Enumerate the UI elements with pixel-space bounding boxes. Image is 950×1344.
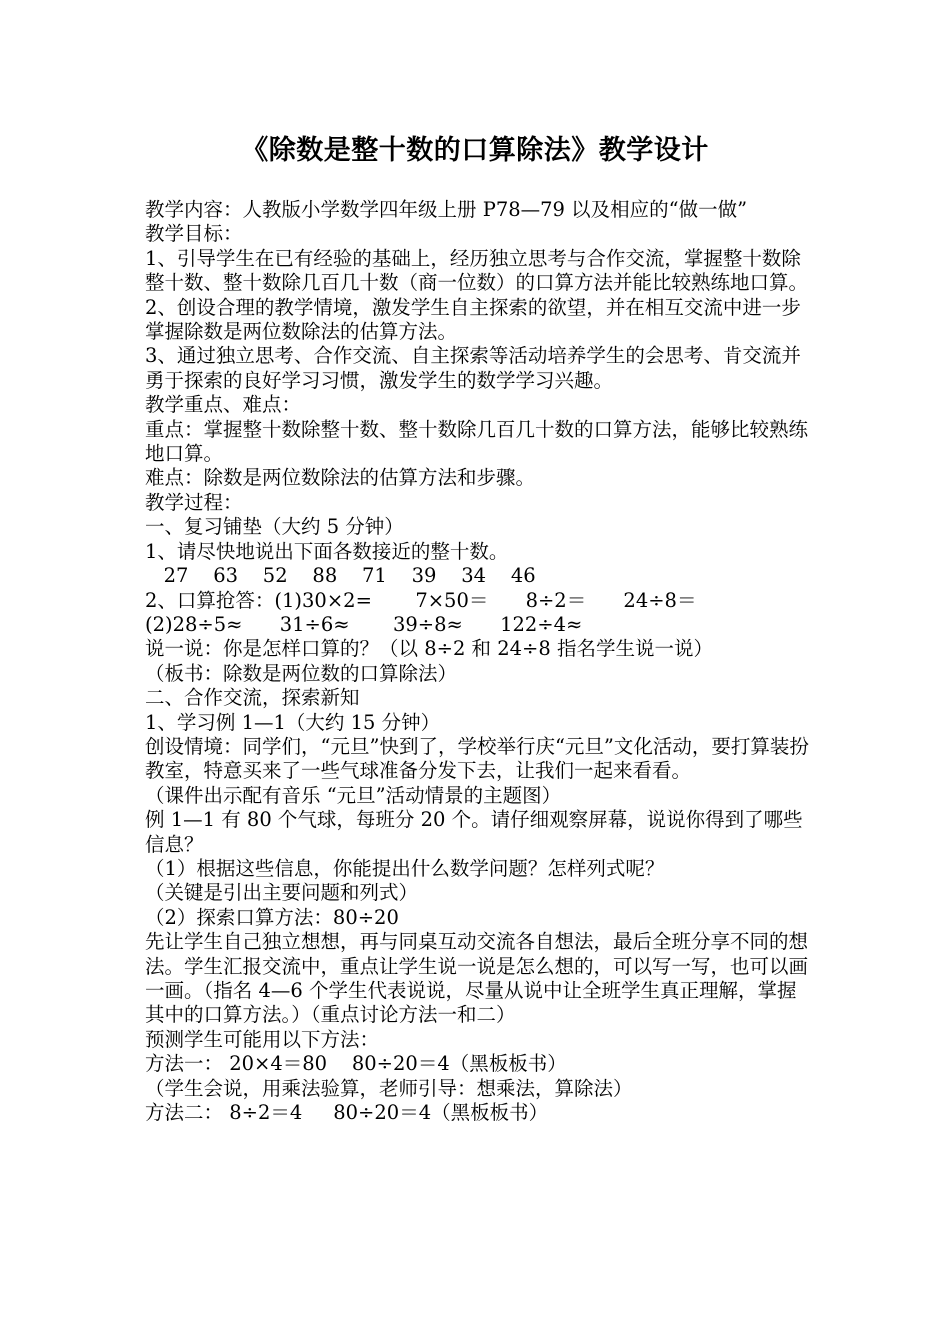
paragraph: 一、复习铺垫（大约 5 分钟） (145, 515, 404, 539)
paragraph: 教学目标： (145, 222, 243, 246)
paragraph: 重点：掌握整十数除整十数、整十数除几百几十数的口算方法，能够比较熟练地口算。 (145, 417, 809, 466)
paragraph: （2）探索口算方法：80÷20 (145, 905, 399, 929)
paragraph: 创设情境：同学们，“元旦”快到了，学校举行庆“元旦”文化活动，要打算装扮教室，特意买来了一些气球准备分发下去，让我们一起来看看。 (145, 734, 809, 783)
document-body (145, 198, 810, 1125)
method-line: 方法一： 20×4＝80 80÷20＝4（黑板板书） (145, 1052, 567, 1076)
paragraph: 1、学习例 1—1（大约 15 分钟） (145, 710, 441, 734)
method-line: 方法二： 8÷2＝4 80÷20＝4（黑板板书） (145, 1101, 549, 1125)
paragraph: 1、请尽快地说出下面各数接近的整十数。 (145, 539, 509, 563)
paragraph: （板书：除数是两位数的口算除法） (145, 661, 458, 685)
paragraph: 例 1—1 有 80 个气球，每班分 20 个。请仔细观察屏幕，说说你得到了哪些信息？ (145, 808, 803, 856)
paragraph: 二、合作交流，探索新知 (145, 686, 360, 710)
paragraph: 教学重点、难点： (145, 393, 302, 417)
paragraph: 预测学生可能用以下方法： (145, 1027, 380, 1051)
paragraph: 先让学生自己独立想想，再与同桌互动交流各自想法，最后全班分享不同的想法。学生汇报交流中，重点让学生说一说是怎么想的，可以写一写，也可以画一画。（指名 4—6 个学生代表说说，尽量从说中让全班学生真正理解，掌握其中的口算方法。）（重点讨论方法一和二） (145, 930, 809, 1027)
paragraph: 说一说：你是怎样口算的？（以 8÷2 和 24÷8 指名学生说一说） (145, 637, 714, 661)
paragraph: 教学过程： (145, 490, 243, 514)
paragraph: （课件出示配有音乐 “元旦”活动情景的主题图） (145, 783, 562, 807)
paragraph: 2、创设合理的教学情境，激发学生自主探索的欲望，并在相互交流中进一步掌握除数是两位数除法的估算方法。 (145, 295, 801, 344)
oral-calc-row-2: (2)28÷5≈ 31÷6≈ 39÷8≈ 122÷4≈ (145, 612, 583, 636)
document-title: 《除数是整十数的口算除法》教学设计 (241, 135, 709, 166)
paragraph: 1、引导学生在已有经验的基础上，经历独立思考与合作交流，掌握整十数除整十数、整十数除几百几十数（商一位数）的口算方法并能比较熟练地口算。 (145, 246, 809, 295)
number-row: 27 63 52 88 71 39 34 46 (145, 564, 536, 588)
paragraph: 难点：除数是两位数除法的估算方法和步骤。 (145, 466, 536, 490)
paragraph: （1）根据这些信息，你能提出什么数学问题？怎样列式呢？ (145, 856, 665, 880)
paragraph: （学生会说，用乘法验算，老师引导：想乘法，算除法） (145, 1076, 633, 1100)
oral-calc-row-1: 2、口算抢答：(1)30×2= 7×50＝ 8÷2＝ 24÷8＝ (145, 588, 697, 612)
paragraph: （关键是引出主要问题和列式） (145, 881, 419, 905)
paragraph: 3、通过独立思考、合作交流、自主探索等活动培养学生的会思考、肯交流并勇于探索的良好学习习惯，激发学生的数学学习兴趣。 (145, 344, 801, 392)
paragraph: 教学内容：人教版小学数学四年级上册 P78—79 以及相应的“做一做” (145, 198, 748, 221)
